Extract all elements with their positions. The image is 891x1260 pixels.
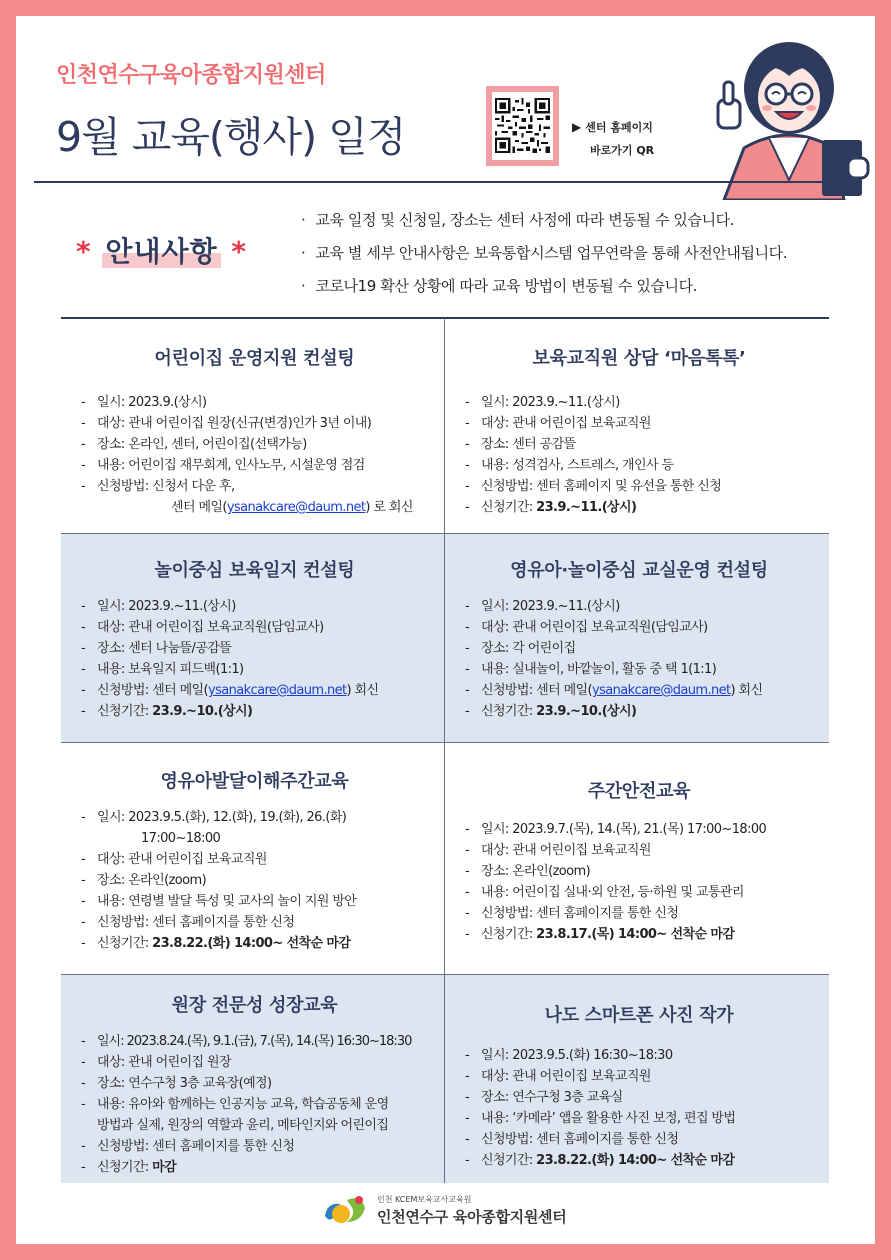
detail-line: - 일시: 2023.8.24.(목), 9.1.(금), 7.(목), 14.(목) 16:30~18:30 bbox=[75, 1031, 434, 1052]
qr-caption-line1: 센터 홈페이지 bbox=[585, 121, 653, 134]
detail-line: - 내용: 성격검사, 스트레스, 개인사 등 bbox=[459, 455, 819, 476]
program-card-safety-week bbox=[445, 743, 829, 974]
detail-line: - 대상: 관내 어린이집 보육교직원 bbox=[459, 1066, 819, 1087]
detail-line: - 내용: 실내놀이, 바깥놀이, 활동 중 택 1(1:1) bbox=[459, 659, 819, 680]
email-link[interactable]: ysanakcare@daum.net bbox=[226, 500, 366, 515]
detail-line: - 대상: 관내 어린이집 보육교직원(담임교사) bbox=[75, 617, 434, 638]
program-title: 주간안전교육 bbox=[587, 781, 691, 802]
detail-line bbox=[75, 701, 434, 722]
application-period: 23.9.~10.(상시) bbox=[536, 704, 637, 719]
detail-line: - 장소: 온라인(zoom) bbox=[459, 861, 819, 882]
email-link[interactable]: ysanakcare@daum.net bbox=[207, 683, 347, 698]
program-title: 원장 전문성 성장교육 bbox=[171, 995, 338, 1016]
program-card-smartphone-photo bbox=[445, 975, 829, 1183]
detail-line: - 장소: 온라인, 센터, 어린이집(선택가능) bbox=[75, 434, 434, 455]
detail-line: - 내용: 어린이집 재무회계, 인사노무, 시설운영 점검 bbox=[75, 455, 434, 476]
detail-label: 신청기간: bbox=[97, 936, 153, 951]
detail-line: - 장소: 연수구청 3층 교육장(예정) bbox=[75, 1073, 434, 1094]
detail-line: - 내용: 연령별 발달 특성 및 교사의 놀이 지원 방안 bbox=[75, 891, 434, 912]
detail-line bbox=[459, 680, 819, 701]
detail-line: - 신청방법: 센터 홈페이지 및 유선을 통한 신청 bbox=[459, 476, 819, 497]
program-title: 나도 스마트폰 사진 작가 bbox=[544, 1005, 734, 1026]
schedule-row bbox=[61, 318, 829, 534]
detail-line: - 일시: 2023.9.~11.(상시) bbox=[459, 392, 819, 413]
schedule-grid bbox=[61, 318, 829, 1183]
program-details bbox=[75, 1031, 434, 1178]
detail-text: ) 회신 bbox=[346, 683, 379, 698]
program-title: 영유아·놀이중심 교실운영 컨설팅 bbox=[510, 560, 768, 581]
detail-line: - 장소: 온라인(zoom) bbox=[75, 870, 434, 891]
detail-line: - 일시: 2023.9.5.(화) 16:30~18:30 bbox=[459, 1045, 819, 1066]
application-period: 23.8.22.(화) 14:00~ 선착순 마감 bbox=[536, 1153, 735, 1168]
detail-line: - 내용: 어린이집 실내·외 안전, 등·하원 및 교통관리 bbox=[459, 882, 819, 903]
detail-line bbox=[459, 1150, 819, 1171]
detail-text: ) 회신 bbox=[730, 683, 763, 698]
detail-line: - 신청방법: 센터 홈페이지를 통한 신청 bbox=[75, 912, 434, 933]
detail-line: - 대상: 관내 어린이집 원장 bbox=[75, 1052, 434, 1073]
center-name: 인천연수구육아종합지원센터 bbox=[56, 63, 326, 88]
notice-item: · 교육 일정 및 신청일, 장소는 센터 사정에 따라 변동될 수 있습니다. bbox=[301, 204, 787, 237]
detail-text: 센터 메일( bbox=[171, 500, 227, 515]
program-card-director-growth bbox=[61, 975, 445, 1183]
detail-label: 신청기간: bbox=[481, 927, 537, 942]
program-card-development-week bbox=[61, 743, 445, 974]
detail-line: - 일시: 2023.9.~11.(상시) bbox=[75, 596, 434, 617]
detail-line-continued: 방법과 실제, 원장의 역할과 윤리, 메타인지와 어린이집 bbox=[97, 1118, 389, 1133]
schedule-row bbox=[61, 743, 829, 975]
email-link[interactable]: ysanakcare@daum.net bbox=[591, 683, 731, 698]
program-details bbox=[459, 819, 819, 945]
program-details bbox=[459, 596, 819, 722]
detail-line: - 대상: 관내 어린이집 보육교직원 bbox=[459, 413, 819, 434]
teacher-mascot-illustration bbox=[704, 30, 875, 200]
detail-line: - 대상: 관내 어린이집 보육교직원 bbox=[75, 849, 434, 870]
detail-line: - 신청방법: 신청서 다운 후, bbox=[75, 476, 434, 497]
detail-line: - 일시: 2023.9.~11.(상시) bbox=[459, 596, 819, 617]
qr-caption bbox=[572, 116, 654, 162]
detail-line: - 일시: 2023.9.(상시) bbox=[75, 392, 434, 413]
notice-item: · 코로나19 확산 상황에 따라 교육 방법이 변동될 수 있습니다. bbox=[301, 270, 787, 303]
center-logo-icon bbox=[321, 1192, 369, 1228]
detail-label: 신청기간: bbox=[97, 1160, 153, 1175]
application-period: 23.9.~11.(상시) bbox=[536, 500, 637, 515]
detail-line: - 장소: 연수구청 3층 교육실 bbox=[459, 1087, 819, 1108]
detail-text: 신청방법: 센터 메일( bbox=[481, 683, 592, 698]
detail-line: - 내용: 유아와 함께하는 인공지능 교육, 학습공동체 운영 bbox=[75, 1094, 434, 1115]
program-card-counseling bbox=[445, 318, 829, 533]
program-title: 어린이집 운영지원 컨설팅 bbox=[154, 348, 355, 369]
detail-line bbox=[459, 924, 819, 945]
notice-list bbox=[301, 204, 787, 303]
detail-line: - 내용: ‘카메라’ 앱을 활용한 사진 보정, 편집 방법 bbox=[459, 1108, 819, 1129]
program-title: 놀이중심 보육일지 컨설팅 bbox=[154, 560, 355, 581]
detail-label: 신청기간: bbox=[481, 500, 537, 515]
program-details bbox=[75, 807, 434, 954]
detail-line bbox=[75, 680, 434, 701]
detail-line: - 장소: 센터 나눔뜰/공감뜰 bbox=[75, 638, 434, 659]
application-period: 23.9.~10.(상시) bbox=[152, 704, 253, 719]
schedule-row bbox=[61, 975, 829, 1183]
program-details bbox=[75, 596, 434, 722]
detail-text: 신청방법: 센터 메일( bbox=[97, 683, 208, 698]
detail-line-continued bbox=[75, 497, 434, 518]
program-details bbox=[75, 392, 434, 518]
page-title: 9월 교육(행사) 일정 bbox=[56, 113, 406, 161]
homepage-qr-code[interactable] bbox=[486, 86, 559, 166]
program-details bbox=[459, 1045, 819, 1171]
detail-line bbox=[75, 933, 434, 954]
application-period: 23.8.22.(화) 14:00~ 선착순 마감 bbox=[152, 936, 351, 951]
application-period: 마감 bbox=[152, 1160, 177, 1175]
detail-label: 신청기간: bbox=[481, 704, 537, 719]
program-card-classroom-consulting bbox=[445, 534, 829, 742]
detail-line: - 신청방법: 센터 홈페이지를 통한 신청 bbox=[75, 1136, 434, 1157]
program-card-journal-consulting bbox=[61, 534, 445, 742]
notice-title: 안내사항 bbox=[102, 235, 220, 268]
program-title: 영유아발달이해주간교육 bbox=[160, 771, 349, 792]
qr-caption-line2: 바로가기 QR bbox=[590, 144, 655, 157]
application-period: 23.8.17.(목) 14:00~ 선착순 마감 bbox=[536, 927, 735, 942]
footer-sub-name: 인천 KCEM보육교사교육원 bbox=[377, 1195, 472, 1204]
detail-text: ) 로 회신 bbox=[365, 500, 413, 515]
detail-line-continued: 17:00~18:00 bbox=[141, 831, 221, 846]
notice-heading: * 안내사항 * bbox=[76, 235, 247, 268]
header-divider bbox=[34, 181, 857, 183]
detail-line: - 신청방법: 센터 홈페이지를 통한 신청 bbox=[459, 903, 819, 924]
detail-line: - 신청방법: 센터 홈페이지를 통한 신청 bbox=[459, 1129, 819, 1150]
detail-line bbox=[459, 497, 819, 518]
detail-line: - 일시: 2023.9.5.(화), 12.(화), 19.(화), 26.(화) bbox=[75, 807, 434, 828]
detail-label: 신청기간: bbox=[481, 1153, 537, 1168]
poster bbox=[16, 16, 875, 1244]
detail-line: - 일시: 2023.9.7.(목), 14.(목), 21.(목) 17:00~18:00 bbox=[459, 819, 819, 840]
detail-line: - 장소: 각 어린이집 bbox=[459, 638, 819, 659]
detail-line: - 대상: 관내 어린이집 보육교직원(담임교사) bbox=[459, 617, 819, 638]
program-card-daycare-consulting bbox=[61, 318, 445, 533]
detail-line: - 장소: 센터 공감뜰 bbox=[459, 434, 819, 455]
notice-item: · 교육 별 세부 안내사항은 보육통합시스템 업무연락을 통해 사전안내됩니다. bbox=[301, 237, 787, 270]
schedule-row bbox=[61, 534, 829, 743]
detail-line bbox=[75, 1157, 434, 1178]
program-title: 보육교직원 상담 ‘마음톡톡’ bbox=[532, 348, 746, 369]
detail-line: - 대상: 관내 어린이집 보육교직원 bbox=[459, 840, 819, 861]
detail-line: - 내용: 보육일지 피드백(1:1) bbox=[75, 659, 434, 680]
detail-line: - 대상: 관내 어린이집 원장(신규(변경)인가 3년 이내) bbox=[75, 413, 434, 434]
detail-label: 신청기간: bbox=[97, 704, 153, 719]
play-arrow-icon: ▶ bbox=[572, 120, 582, 134]
detail-line bbox=[459, 701, 819, 722]
program-details bbox=[459, 392, 819, 518]
qr-code-icon bbox=[492, 92, 553, 160]
footer-center-name: 인천연수구 육아종합지원센터 bbox=[377, 1208, 567, 1226]
